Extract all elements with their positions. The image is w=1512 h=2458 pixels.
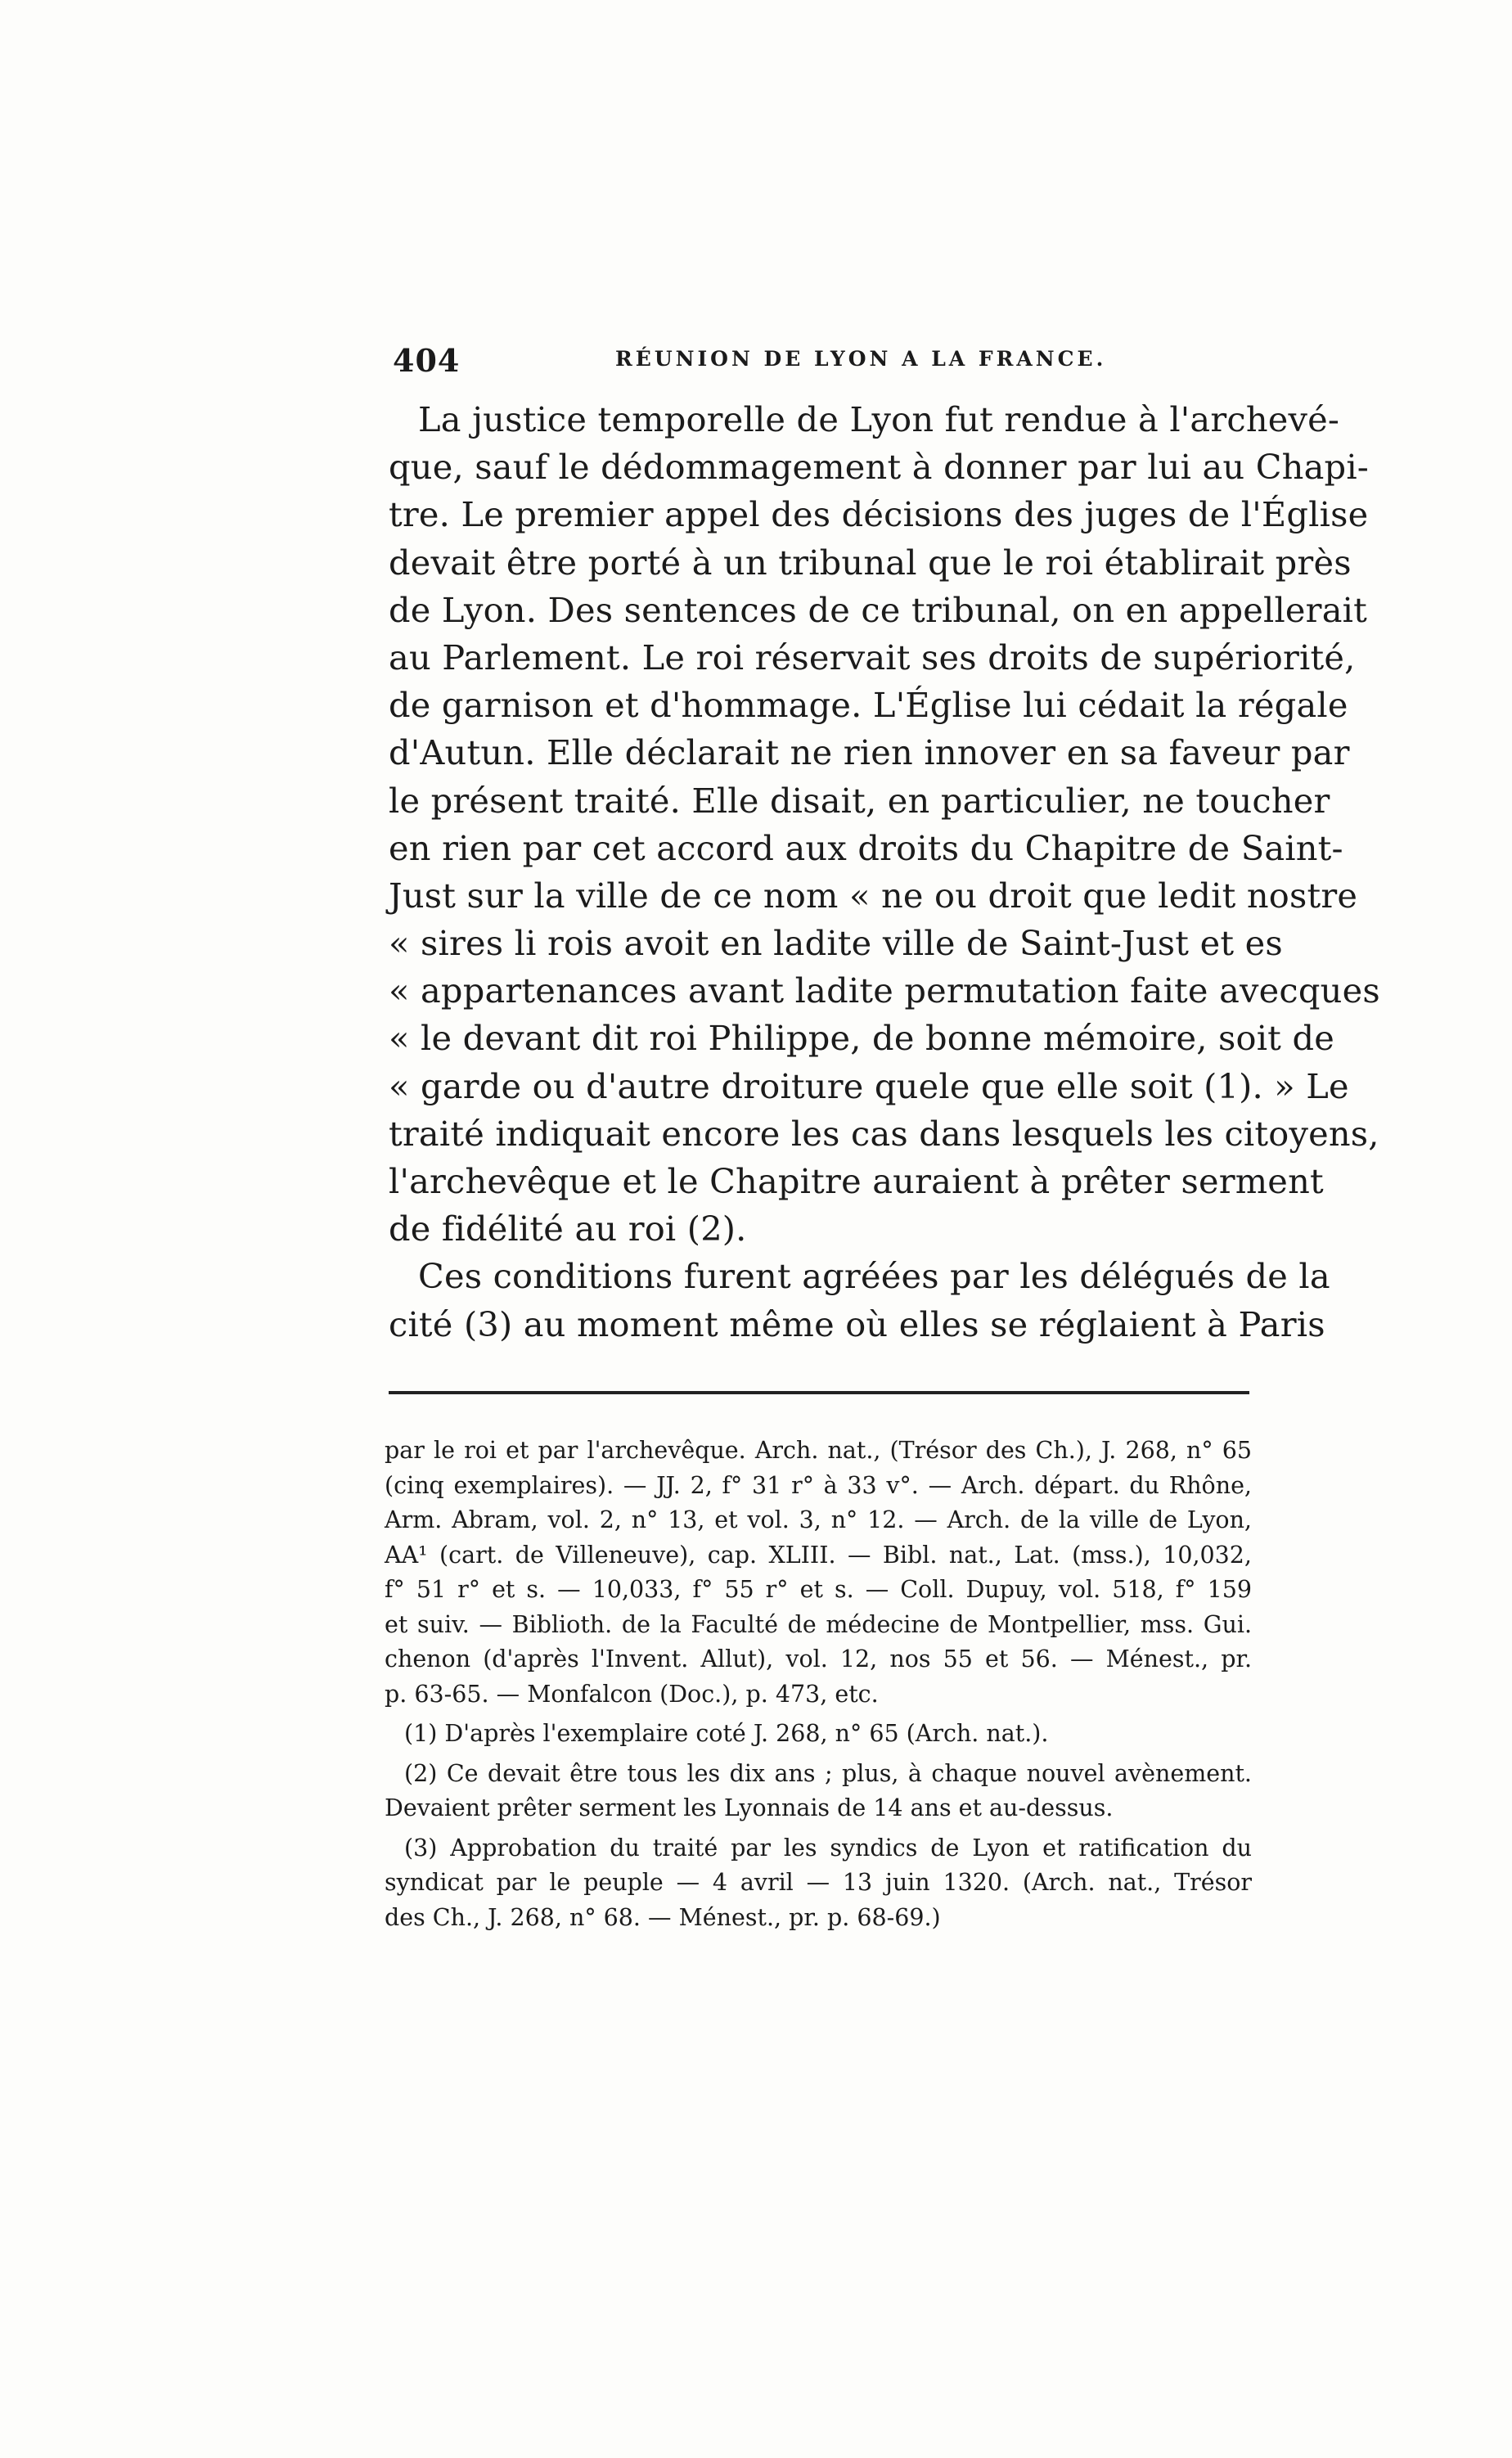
body-line: cité (3) au moment même où elles se réglaient à Paris bbox=[389, 1303, 1325, 1344]
body-line: d'Autun. Elle déclarait ne rien innover en sa faveur par bbox=[389, 732, 1350, 773]
body-line: au Parlement. Le roi réservait ses droits de supériorité, bbox=[389, 637, 1356, 678]
footnote-line: Devaient prêter serment les Lyonnais de 14 ans et au-dessus. bbox=[385, 1794, 1114, 1821]
body-line: « le devant dit roi Philippe, de bonne mémoire, soit de bbox=[389, 1018, 1334, 1059]
footnote-line: f° 51 r° et s. — 10,033, f° 55 r° et s. — Coll. Dupuy, vol. 518, f° 159 bbox=[385, 1576, 1252, 1603]
footnote-separator bbox=[389, 1391, 1249, 1394]
footnote-line: chenon (d'après l'Invent. Allut), vol. 12, nos 55 et 56. — Ménest., pr. bbox=[385, 1645, 1252, 1672]
body-line: tre. Le premier appel des décisions des juges de l'Église bbox=[389, 494, 1369, 535]
body-line: de garnison et d'hommage. L'Église lui cédait la régale bbox=[389, 685, 1348, 726]
body-line: de fidélité au roi (2). bbox=[389, 1209, 747, 1249]
page-number: 404 bbox=[393, 342, 461, 379]
footnote-2: (2) Ce devait être tous les dix ans ; plus, à chaque nouvel avènement. bbox=[404, 1759, 1252, 1787]
running-title: RÉUNION DE LYON A LA FRANCE. bbox=[615, 347, 1107, 371]
footnote-1: (1) D'après l'exemplaire coté J. 268, n° 65 (Arch. nat.). bbox=[404, 1720, 1049, 1747]
footnote-line: (cinq exemplaires). — JJ. 2, f° 31 r° à 33 v°. — Arch. départ. du Rhône, bbox=[385, 1471, 1252, 1499]
footnote-line: et suiv. — Biblioth. de la Faculté de médecine de Montpellier, mss. Gui. bbox=[385, 1610, 1252, 1638]
body-line: Ces conditions furent agréées par les délégués de la bbox=[418, 1256, 1330, 1297]
footnote-line: des Ch., J. 268, n° 68. — Ménest., pr. p. 68-69.) bbox=[385, 1903, 941, 1931]
footnote-line: Arm. Abram, vol. 2, n° 13, et vol. 3, n° 12. — Arch. de la ville de Lyon, bbox=[385, 1506, 1252, 1533]
footnote-line: par le roi et par l'archevêque. Arch. nat., (Trésor des Ch.), J. 268, n° 65 bbox=[385, 1437, 1252, 1464]
page-header bbox=[393, 342, 1293, 391]
body-line: traité indiquait encore les cas dans lesquels les citoyens, bbox=[389, 1113, 1379, 1154]
body-line: en rien par cet accord aux droits du Chapitre de Saint- bbox=[389, 827, 1343, 868]
body-line: « sires li rois avoit en ladite ville de Saint-Just et es bbox=[389, 923, 1283, 964]
footnote-line: syndicat par le peuple — 4 avril — 13 juin 1320. (Arch. nat., Trésor bbox=[385, 1869, 1252, 1896]
main-text bbox=[389, 396, 1380, 1348]
body-line: Just sur la ville de ce nom « ne ou droit que ledit nostre bbox=[389, 875, 1358, 916]
body-line: devait être porté à un tribunal que le roi établirait près bbox=[389, 542, 1352, 583]
body-line: de Lyon. Des sentences de ce tribunal, on en appellerait bbox=[389, 589, 1368, 630]
footnote-3: (3) Approbation du traité par les syndics de Lyon et ratification du bbox=[404, 1834, 1252, 1862]
body-line: que, sauf le dédommagement à donner par lui au Chapi- bbox=[389, 447, 1370, 488]
body-line: le présent traité. Elle disait, en particulier, ne toucher bbox=[389, 780, 1330, 821]
body-line: « appartenances avant ladite permutation faite avecques bbox=[389, 970, 1380, 1011]
footnote-line: p. 63-65. — Monfalcon (Doc.), p. 473, etc. bbox=[385, 1680, 879, 1708]
body-line: « garde ou d'autre droiture quele que elle soit (1). » Le bbox=[389, 1065, 1349, 1106]
body-line: l'archevêque et le Chapitre auraient à prêter serment bbox=[389, 1161, 1324, 1201]
footnote-line: AA¹ (cart. de Villeneuve), cap. XLIII. — Bibl. nat., Lat. (mss.), 10,032, bbox=[385, 1541, 1252, 1569]
body-line: La justice temporelle de Lyon fut rendue à l'archevé- bbox=[418, 399, 1340, 439]
footnotes bbox=[385, 1434, 1252, 1935]
